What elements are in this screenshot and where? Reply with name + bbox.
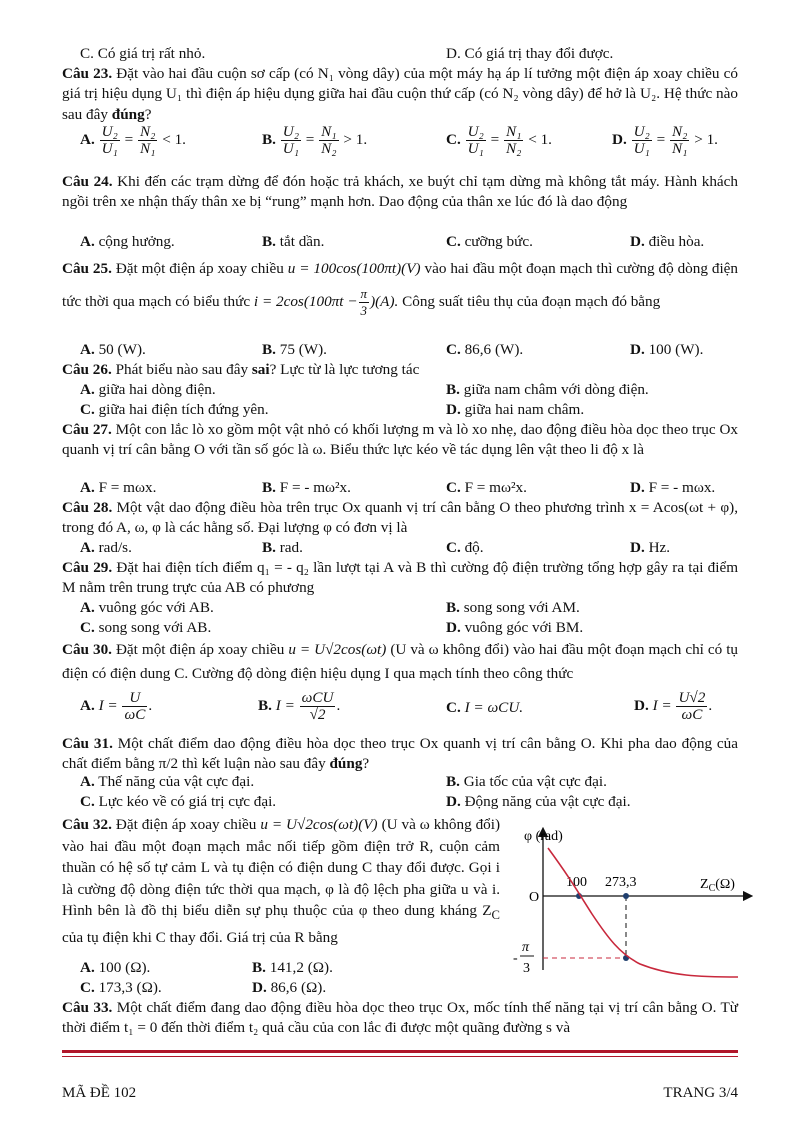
q24-option-a: A. cộng hưởng.	[80, 233, 175, 250]
q25-option-a: A. 50 (W).	[80, 341, 146, 358]
q24-option-d: D. điều hòa.	[630, 233, 705, 250]
q29-option-c: C. song song với AB.	[80, 619, 212, 636]
q23-option-b: B. $\frac{\text{U₂}}{\text{U₁}}$ = $\frac{\text{N₁}}{\text{N₂}}$ > 1.	[262, 123, 368, 157]
question-31: Câu 31. Một chất điểm dao động điều hòa dọc theo trục Ox quanh vị trí cân bằng O. Khi pha dao động của chất điểm bằng π/2 thì kết luận nào sau đây đúng?	[62, 735, 739, 773]
question-25: Câu 25. Đặt một điện áp xoay chiều u = 100cos(100πt)(V) vào hai đầu một đoạn mạch thì cường độ dòng điện tức thời qua mạch có biểu thức i = 2cos(100πt − $\frac{\pi}{3}$ )(A). Công suất tiêu thụ của đoạn mạch đó bằng	[62, 260, 739, 319]
q28-option-b: B. rad.	[262, 539, 303, 556]
q30-option-a: A. I = $\frac{U}{\omega C}$ .	[80, 689, 153, 723]
y-axis-label: φ (rad)	[524, 829, 563, 844]
q24-option-b: B. tắt dần.	[262, 233, 325, 250]
q22-option-d: D. Có giá trị thay đổi được.	[446, 45, 614, 62]
q29-option-d: D. vuông góc với BM.	[446, 619, 584, 636]
y-tick-minus: -	[513, 951, 518, 966]
q30-option-c: C. I = ωCU.	[446, 699, 524, 716]
q29-option-a: A. vuông góc với AB.	[80, 599, 214, 616]
q32-option-c: C. 173,3 (Ω).	[80, 979, 162, 996]
question-24: Câu 24. Khi đến các trạm dừng để đón hoặc trả khách, xe buýt chỉ tạm dừng mà không tắt máy. Hành khách ngồi trên xe nhận thấy thân xe bị “rung” mạnh hơn. Dao động của thân xe lúc đó là dao động	[62, 173, 738, 211]
question-28: Câu 28. Một vật dao động điều hòa trên trục Ox quanh vị trí cân bằng O theo phương trình x = Acos(ωt + φ), trong đó A, ω, φ là các hằng số. Đại lượng φ có đơn vị là	[62, 499, 738, 537]
point-273	[623, 893, 629, 899]
q31-option-a: A. Thế năng của vật cực đại.	[80, 773, 255, 790]
q27-option-b: B. F = - mω²x.	[262, 479, 351, 496]
tick-273-label: 273,3	[605, 875, 637, 890]
q25-option-c: C. 86,6 (W).	[446, 341, 524, 358]
footer-rule-thin	[62, 1056, 738, 1057]
question-26: Câu 26. Phát biểu nào sau đây sai? Lực từ là lực tương tác	[62, 361, 420, 378]
question-33: Câu 33. Một chất điểm đang dao động điều hòa dọc theo trục Ox, mốc tính thế năng tại vị trí cân bằng O. Từ thời điểm t₁ = 0 đến thời điểm t₂ quả cầu của con lắc đi được một quãng đường s và	[62, 999, 739, 1037]
x-axis-label: $Z_C(\Omega)$	[700, 877, 735, 894]
q28-option-c: C. độ.	[446, 539, 484, 556]
question-27: Câu 27. Một con lắc lò xo gồm một vật nhỏ có khối lượng m và lò xo nhẹ, dao động điều hòa dọc theo trục Ox quanh vị trí cân bằng O với tần số góc là ω. Biểu thức lực kéo về tác dụng lên vật theo li độ x là	[62, 421, 739, 459]
q31-option-d: D. Động năng của vật cực đại.	[446, 793, 631, 810]
q30-option-b: B. I = $\frac{\text{ωCU}}{√2}$ .	[258, 689, 341, 723]
q25-option-b: B. 75 (W).	[262, 341, 327, 358]
q23-option-c: C. $\frac{\text{U₂}}{\text{U₁}}$ = $\frac{\text{N₁}}{\text{N₂}}$ < 1.	[446, 123, 552, 157]
q32-option-b: B. 141,2 (Ω).	[252, 959, 333, 976]
question-23: Câu 23. Đặt vào hai đầu cuộn sơ cấp (có N₁ vòng dây) của một máy hạ áp lí tưởng một điện áp xoay chiều có giá trị hiệu dụng U₁ thì điện áp hiệu dụng giữa hai đầu cuộn thứ cấp (có N₂ vòng dây) để hở là U₂. Hệ thức nào sau đây đúng?	[62, 65, 738, 123]
q28-option-a: A. rad/s.	[80, 539, 132, 556]
q32-option-d: D. 86,6 (Ω).	[252, 979, 327, 996]
q31-option-b: B. Gia tốc của vật cực đại.	[446, 773, 607, 790]
q24-option-c: C. cưỡng bức.	[446, 233, 533, 250]
q27-option-c: C. F = mω²x.	[446, 479, 527, 496]
footer-rule	[62, 1050, 738, 1053]
q32-option-a: A. 100 (Ω).	[80, 959, 151, 976]
question-32: Câu 32. Đặt điện áp xoay chiều u = U√2cos(ωt)(V) (U và ω không đổi) vào hai đầu một đoạn mạch mắc nối tiếp gồm điện trở R, cuộn cảm thuần có hệ số tự cảm L và tụ điện có điện dung C thay đổi được. Gọi i là cường độ dòng điện tức thời qua mạch, φ là độ lệch pha giữa u và i. Hình bên là đồ thị biểu diễn sự phụ thuộc của φ theo dung kháng $Z_C$ của tụ điện khi C thay đổi. Giá trị của R bằng	[62, 816, 501, 946]
q26-option-a: A. giữa hai dòng điện.	[80, 381, 216, 398]
origin-label: O	[529, 890, 540, 905]
question-30: Câu 30. Đặt một điện áp xoay chiều u = U√2cos(ωt) (U và ω không đổi) vào hai đầu một đoạn mạch chỉ có tụ điện có điện dung C. Cường độ dòng điện hiệu dụng I qua mạch tính theo công thức	[62, 641, 739, 682]
exam-code: MÃ ĐỀ 102	[62, 1085, 137, 1101]
question-29: Câu 29. Đặt hai điện tích điểm q₁ = - q₂ lần lượt tại A và B thì cường độ điện trường tổng hợp gây ra tại điểm M nằm trên trung trực của AB có phương	[62, 559, 739, 597]
q27-option-a: A. F = mωx.	[80, 479, 157, 496]
y-tick-3: 3	[523, 961, 530, 976]
q27-option-d: D. F = - mωx.	[630, 479, 716, 496]
phi-curve	[548, 848, 738, 977]
q23-option-d: D. $\frac{\text{U₂}}{\text{U₁}}$ = $\frac{\text{N₂}}{\text{N₁}}$ > 1.	[612, 123, 718, 157]
q31-option-c: C. Lực kéo về có giá trị cực đại.	[80, 793, 277, 810]
page-number: TRANG 3/4	[663, 1085, 738, 1101]
tick-100-label: 100	[566, 875, 587, 890]
q26-option-c: C. giữa hai điện tích đứng yên.	[80, 401, 269, 418]
q25-option-d: D. 100 (W).	[630, 341, 704, 358]
q22-option-c: C. Có giá trị rất nhỏ.	[80, 45, 206, 62]
q28-option-d: D. Hz.	[630, 539, 671, 556]
y-tick-pi: π	[522, 940, 530, 955]
q23-option-a: A. $\frac{\text{U₂}}{\text{U₁}}$ = $\frac{\text{N₂}}{\text{N₁}}$ < 1.	[80, 123, 186, 157]
phase-vs-capacitive-reactance-graph	[500, 820, 760, 980]
q29-option-b: B. song song với AM.	[446, 599, 580, 616]
q26-option-b: B. giữa nam châm với dòng điện.	[446, 381, 649, 398]
q30-option-d: D. I = $\frac{U√2}{\omega C}$ .	[634, 689, 713, 723]
q26-option-d: D. giữa hai nam châm.	[446, 401, 585, 418]
